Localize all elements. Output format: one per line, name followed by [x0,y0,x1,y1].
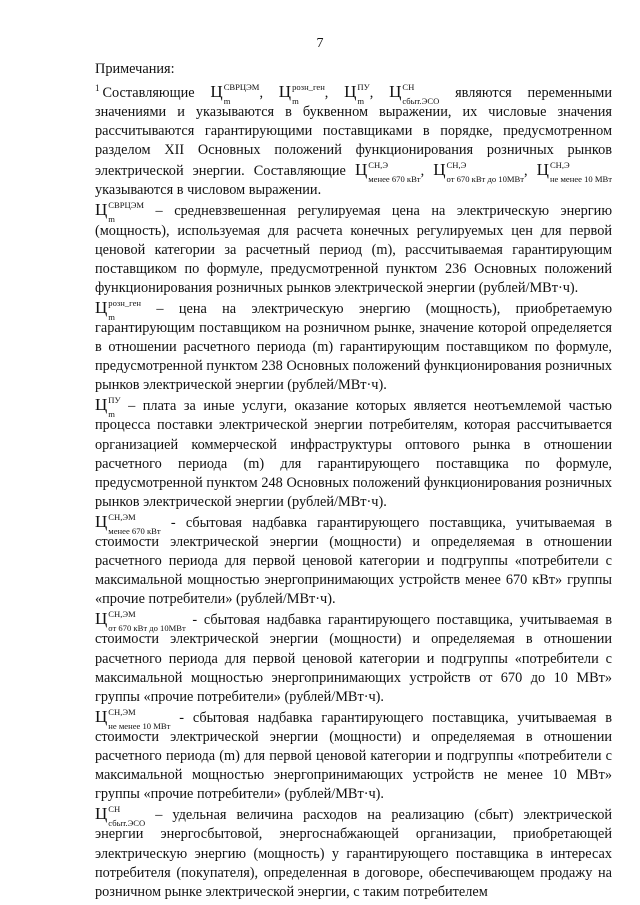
page-number: 7 [316,36,324,51]
symbol-svrcem: Ц СВРЦЭМ m [95,200,145,225]
definition-text: - сбытовая надбавка гарантирующего поставщика, учитываемая в стоимости электрической энергии (мощности) и определяемая в отношении расчетного периода (m) для первой ценовой категории и подгруппы «потребители с максимальной мощностью энергопринимающих устройств не менее 10 МВт» группы «прочие потребители» (рублей/МВт·ч). [95,709,612,803]
symbol-rozn-gen: Ц розн_ген m [278,81,325,106]
definition-pu [95,395,612,512]
definition-sn-em-670-10 [95,609,612,706]
definition-text: - сбытовая надбавка гарантирующего поставщика, учитываемая в стоимости электрической энергии (мощности) и определяемая в отношении расчетного периода для первой ценовой категории и подгруппы «потребители с максимальной мощностью энергопринимающих устройств менее 670 кВт» группы «прочие потребители» (рублей/МВт·ч). [95,514,612,608]
symbol-sn-em-ge10: Ц СН,ЭМ не менее 10 МВт [95,706,171,731]
components-text: являются переменными значениями и указываются в буквенном выражении, их числовые значения рассчитываются гарантирующими поставщиками в порядке, предусмотренном разделом XII Основных положений функционирования розничных рынков электрической энергии. Составляющие [95,84,613,180]
symbol-sn-e-lt670: Ц СН,Э менее 670 кВт [354,159,421,184]
definition-text: – плата за иные услуги, оказание которых является неотъемлемой частью процесса поставки электрической энергии потребителям, которая рассчитывается организацией коммерческой инфраструктуры оптового рынка в отношении расчетного периода (m) для гарантирующего поставщика по формуле, предусмотренной пунктом 248 Основных положений функционирования розничных рынков электрической энергии (рублей/МВт·ч). [95,398,612,510]
note-paragraph-components: $^1$ Составляющие Ц СВРЦЭМ m , Ц розн_ген m , Ц ПУ m , Ц СН сбыт.ЭСО являются переменными значениями и указываются в буквенном выражении, их числовые значения рассчитываются гарантирующими поставщиками в порядке, предусмотренном разделом XII Основных положений функционирования розничных рынков электрической энергии. Составляющие Ц СН,Э менее 670 кВт , Ц СН,Э от 670 кВт до 10МВт , Ц СН,Э не менее 10 МВт указываются в числовом выражении. [95,81,613,199]
symbol-svrcem: Ц СВРЦЭМ m [210,81,260,106]
footnote-mark: 1 [95,83,100,94]
symbol-sn-em-670-10: Ц СН,ЭМ от 670 кВт до 10МВт [95,609,186,634]
symbol-pu: Ц ПУ m [95,395,121,420]
numeric-text: указываются в числовом выражении. [95,182,322,199]
symbol-rozn-gen: Ц розн_ген m [95,297,141,322]
definition-svrcem [95,200,612,297]
symbol-sn-e-670-10: Ц СН,Э от 670 кВт до 10МВт [433,159,524,184]
definition-text: - сбытовая надбавка гарантирующего поставщика, учитываемая в стоимости электрической энергии (мощности) и определяемая в отношении расчетного периода для первой ценовой категории и подгруппы «потребители с максимальной мощностью энергопринимающих устройств от 670 до 10 МВт» группы «прочие потребители» (рублей/МВт·ч). [95,612,612,705]
definition-text: – средневзвешенная регулируемая цена на электрическую энергию (мощность), используемая для расчета конечных регулируемых цен для первой ценовой категории за расчетный период (m), рассчитываемая гарантирующим поставщиком по формуле, предусмотренной пунктом 236 Основных положений функционирования розничных рынков электрической энергии (рублей/МВт·ч). [95,203,612,296]
symbol-sbyt-eso: Ц СН сбыт.ЭСО [95,804,146,829]
symbol-sbyt-eso: Ц СН сбыт.ЭСО [389,81,440,106]
notes-heading: Примечания: [95,61,175,77]
document-body [95,60,612,902]
lead-text: Составляющие [102,84,195,101]
definition-sbyt-eso [95,804,612,901]
symbol-sn-e-ge10: Ц СН,Э не менее 10 МВт [536,159,612,184]
definition-text: – цена на электрическую энергию (мощность), приобретаемую гарантирующим поставщиком на розничном рынке, значение которой определяется в отношении расчетного периода (m) гарантирующим поставщиком по формуле, предусмотренной пунктом 238 Основных положений функционирования розничных рынков электрической энергии (рублей/МВт·ч). [95,300,613,394]
symbol-sn-em-lt670: Ц СН,ЭМ менее 670 кВт [95,511,161,536]
symbol-pu: Ц ПУ m [344,81,370,106]
definition-text: – удельная величина расходов на реализацию (сбыт) электрической энергии энергосбытовой, энергоснабжающей организации, приобретающей электрическую энергию (мощность) у гарантирующего поставщика в интересах потребителя (покупателя), определенная в договоре, обеспечивающем продажу на розничном рынке электрической энергии, с таким потребителем [95,807,612,900]
definition-sn-em-lt670 [95,512,612,609]
definition-sn-em-ge10 [95,707,612,804]
definition-rozn-gen [95,298,612,395]
